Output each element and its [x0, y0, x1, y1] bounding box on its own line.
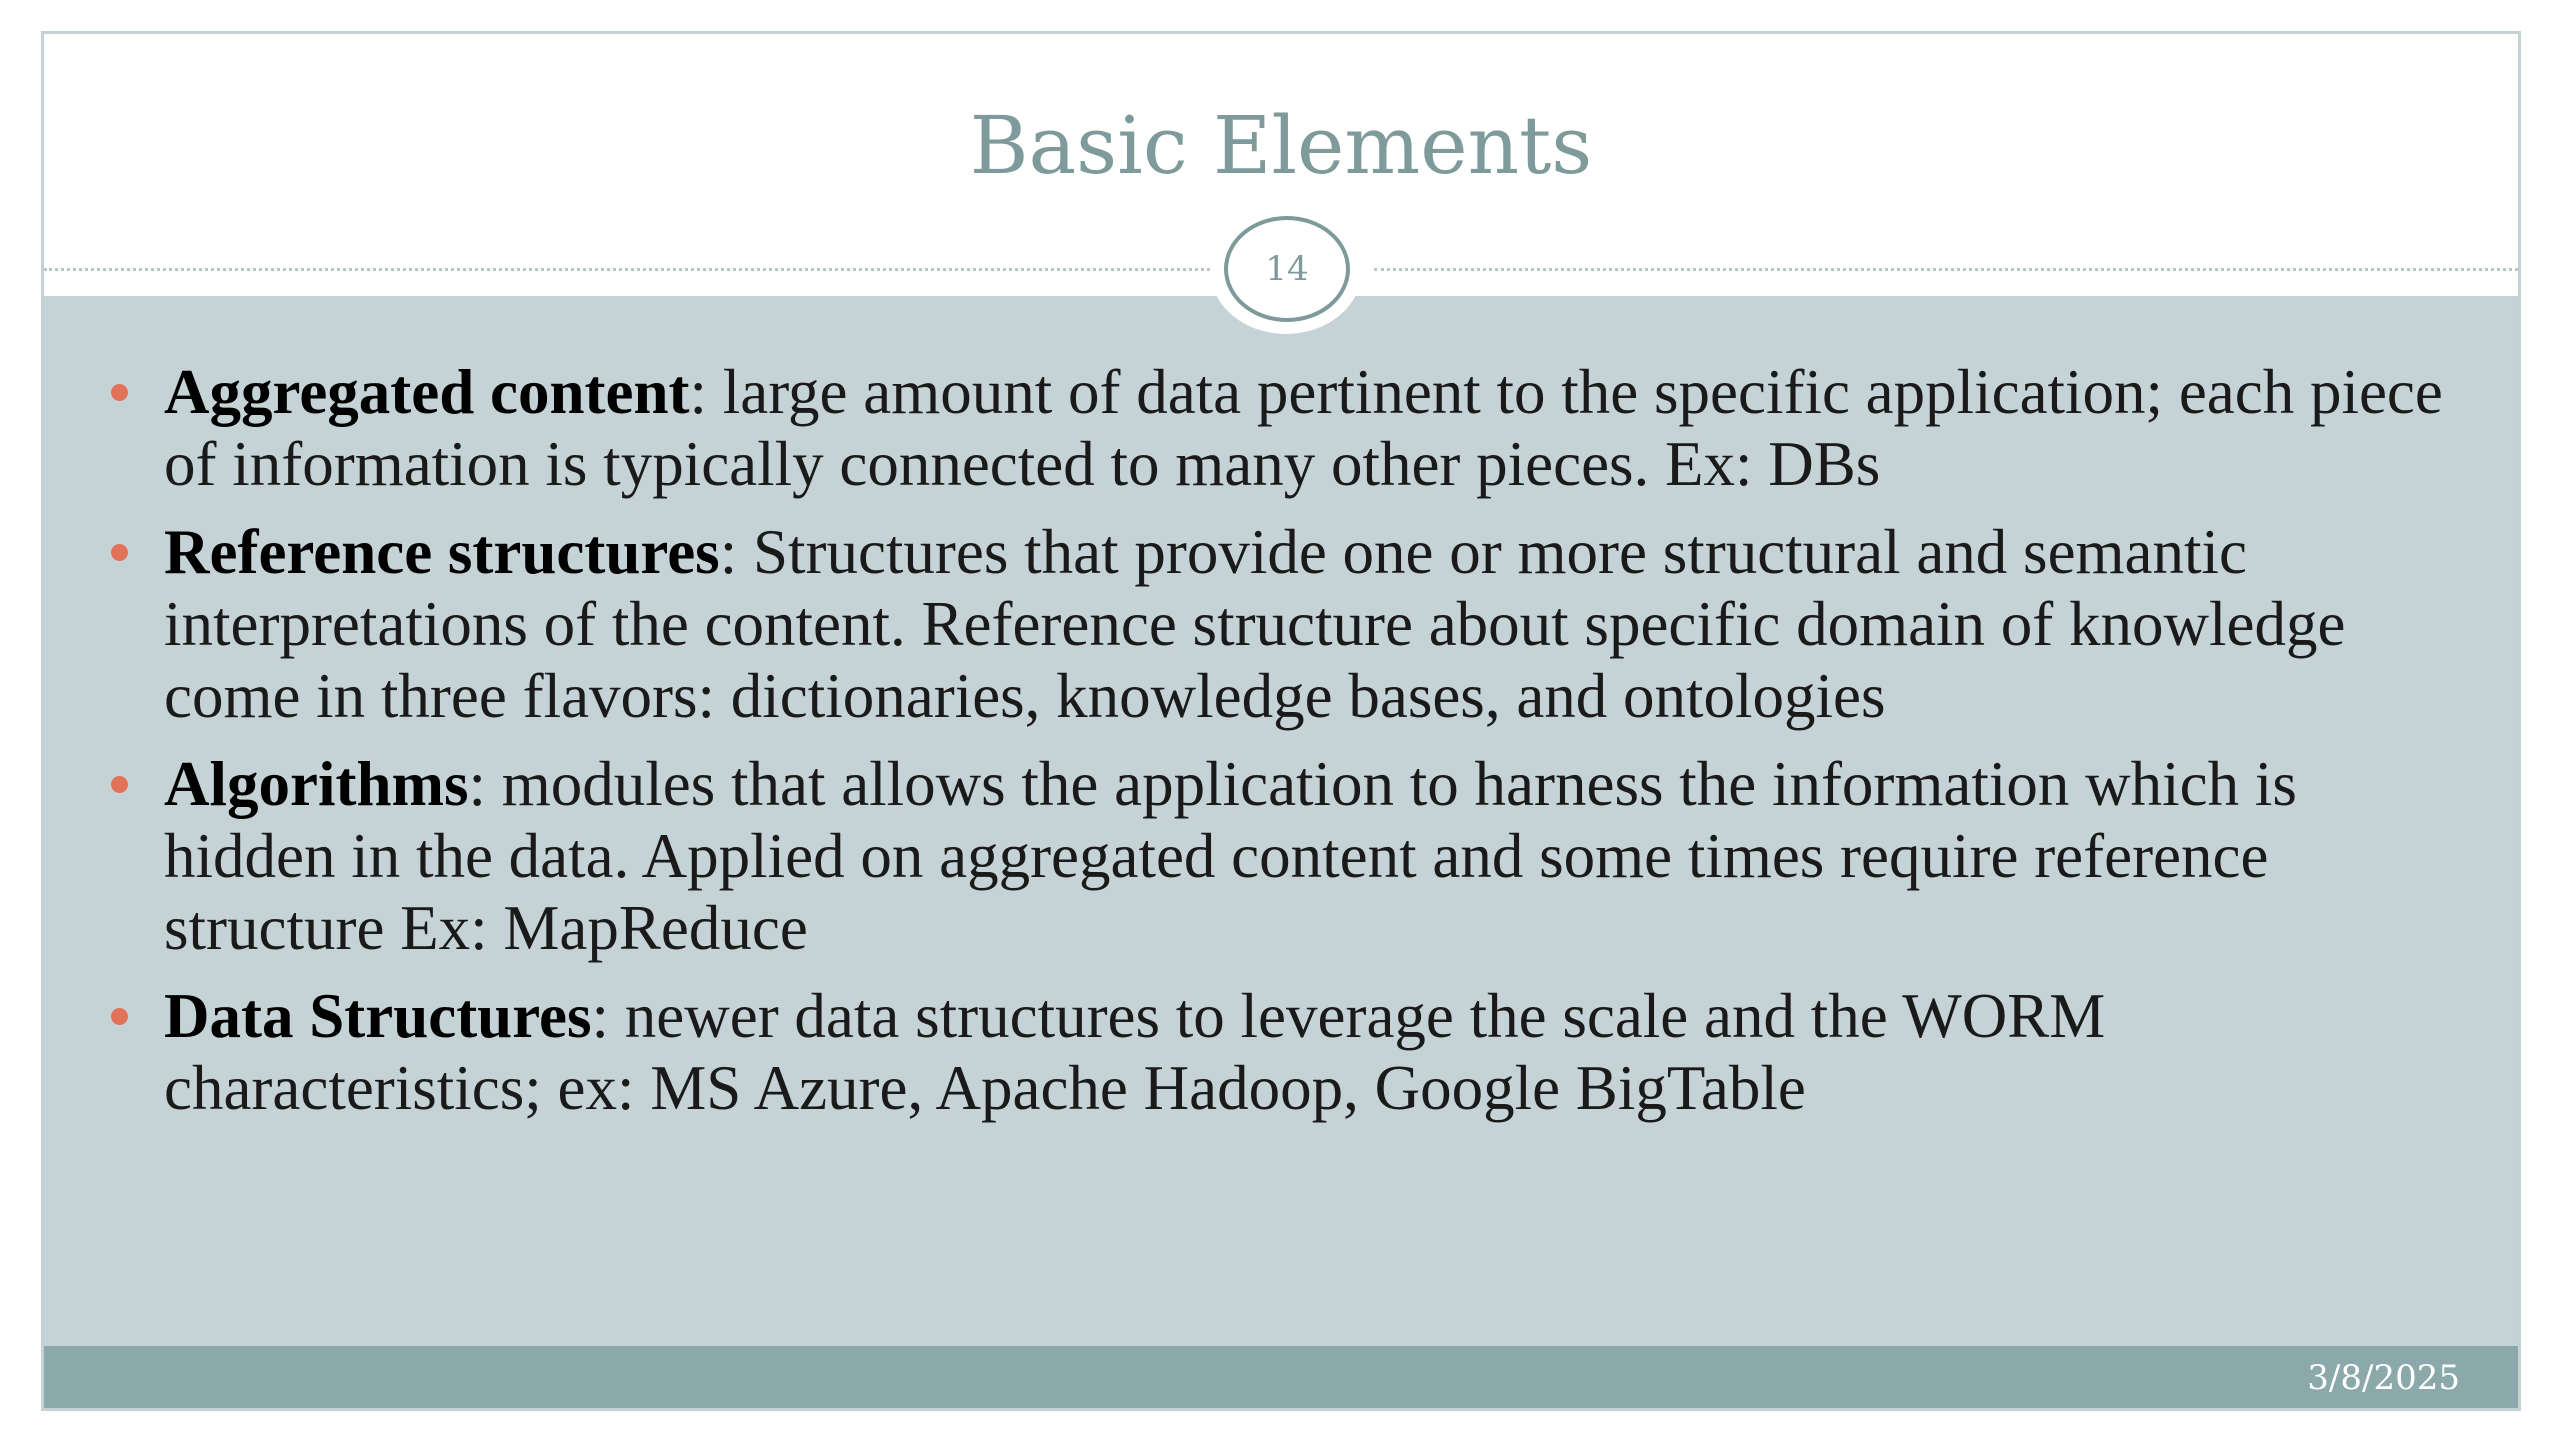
slide-body — [44, 296, 2518, 1352]
bullet-list — [44, 356, 2518, 1140]
bullet-dot-icon — [111, 544, 128, 561]
header-divider-left — [44, 268, 1210, 271]
bullet-text: : newer data structures to leverage the scale and the WORM characteristics; ex: MS Azure, Apache Hadoop, Google BigTable — [164, 981, 2106, 1123]
bullet-text: : Structures that provide one or more structural and semantic interpretations of the content. Reference structure about specific domain of knowledge come in three flavors: dictionaries, knowledge bases, and ontologies — [164, 517, 2346, 731]
bullet-item — [44, 516, 2518, 732]
header-divider-right — [1374, 268, 2521, 271]
slide-footer — [44, 1346, 2518, 1408]
page-number: 14 — [1224, 216, 1350, 322]
bullet-text: : modules that allows the application to harness the information which is hidden in the data. Applied on aggregated content and some times require reference structure Ex: MapReduce — [164, 749, 2297, 963]
bullet-dot-icon — [111, 776, 128, 793]
bullet-term: Reference structures — [164, 517, 720, 587]
bullet-item — [44, 356, 2518, 500]
bullet-dot-icon — [111, 384, 128, 401]
bullet-term: Algorithms — [164, 749, 469, 819]
slide-title: Basic Elements — [969, 99, 1593, 192]
bullet-term: Data Structures — [164, 981, 592, 1051]
bullet-item — [44, 980, 2518, 1124]
slide — [41, 31, 2521, 1411]
page-number-badge — [1210, 206, 1362, 334]
bullet-text: : large amount of data pertinent to the specific application; each piece of information is typically connected to many other pieces. Ex: DBs — [164, 357, 2443, 499]
slide-date: 3/8/2025 — [2307, 1358, 2460, 1398]
bullet-item — [44, 748, 2518, 964]
bullet-term: Aggregated content — [164, 357, 690, 427]
bullet-dot-icon — [111, 1008, 128, 1025]
